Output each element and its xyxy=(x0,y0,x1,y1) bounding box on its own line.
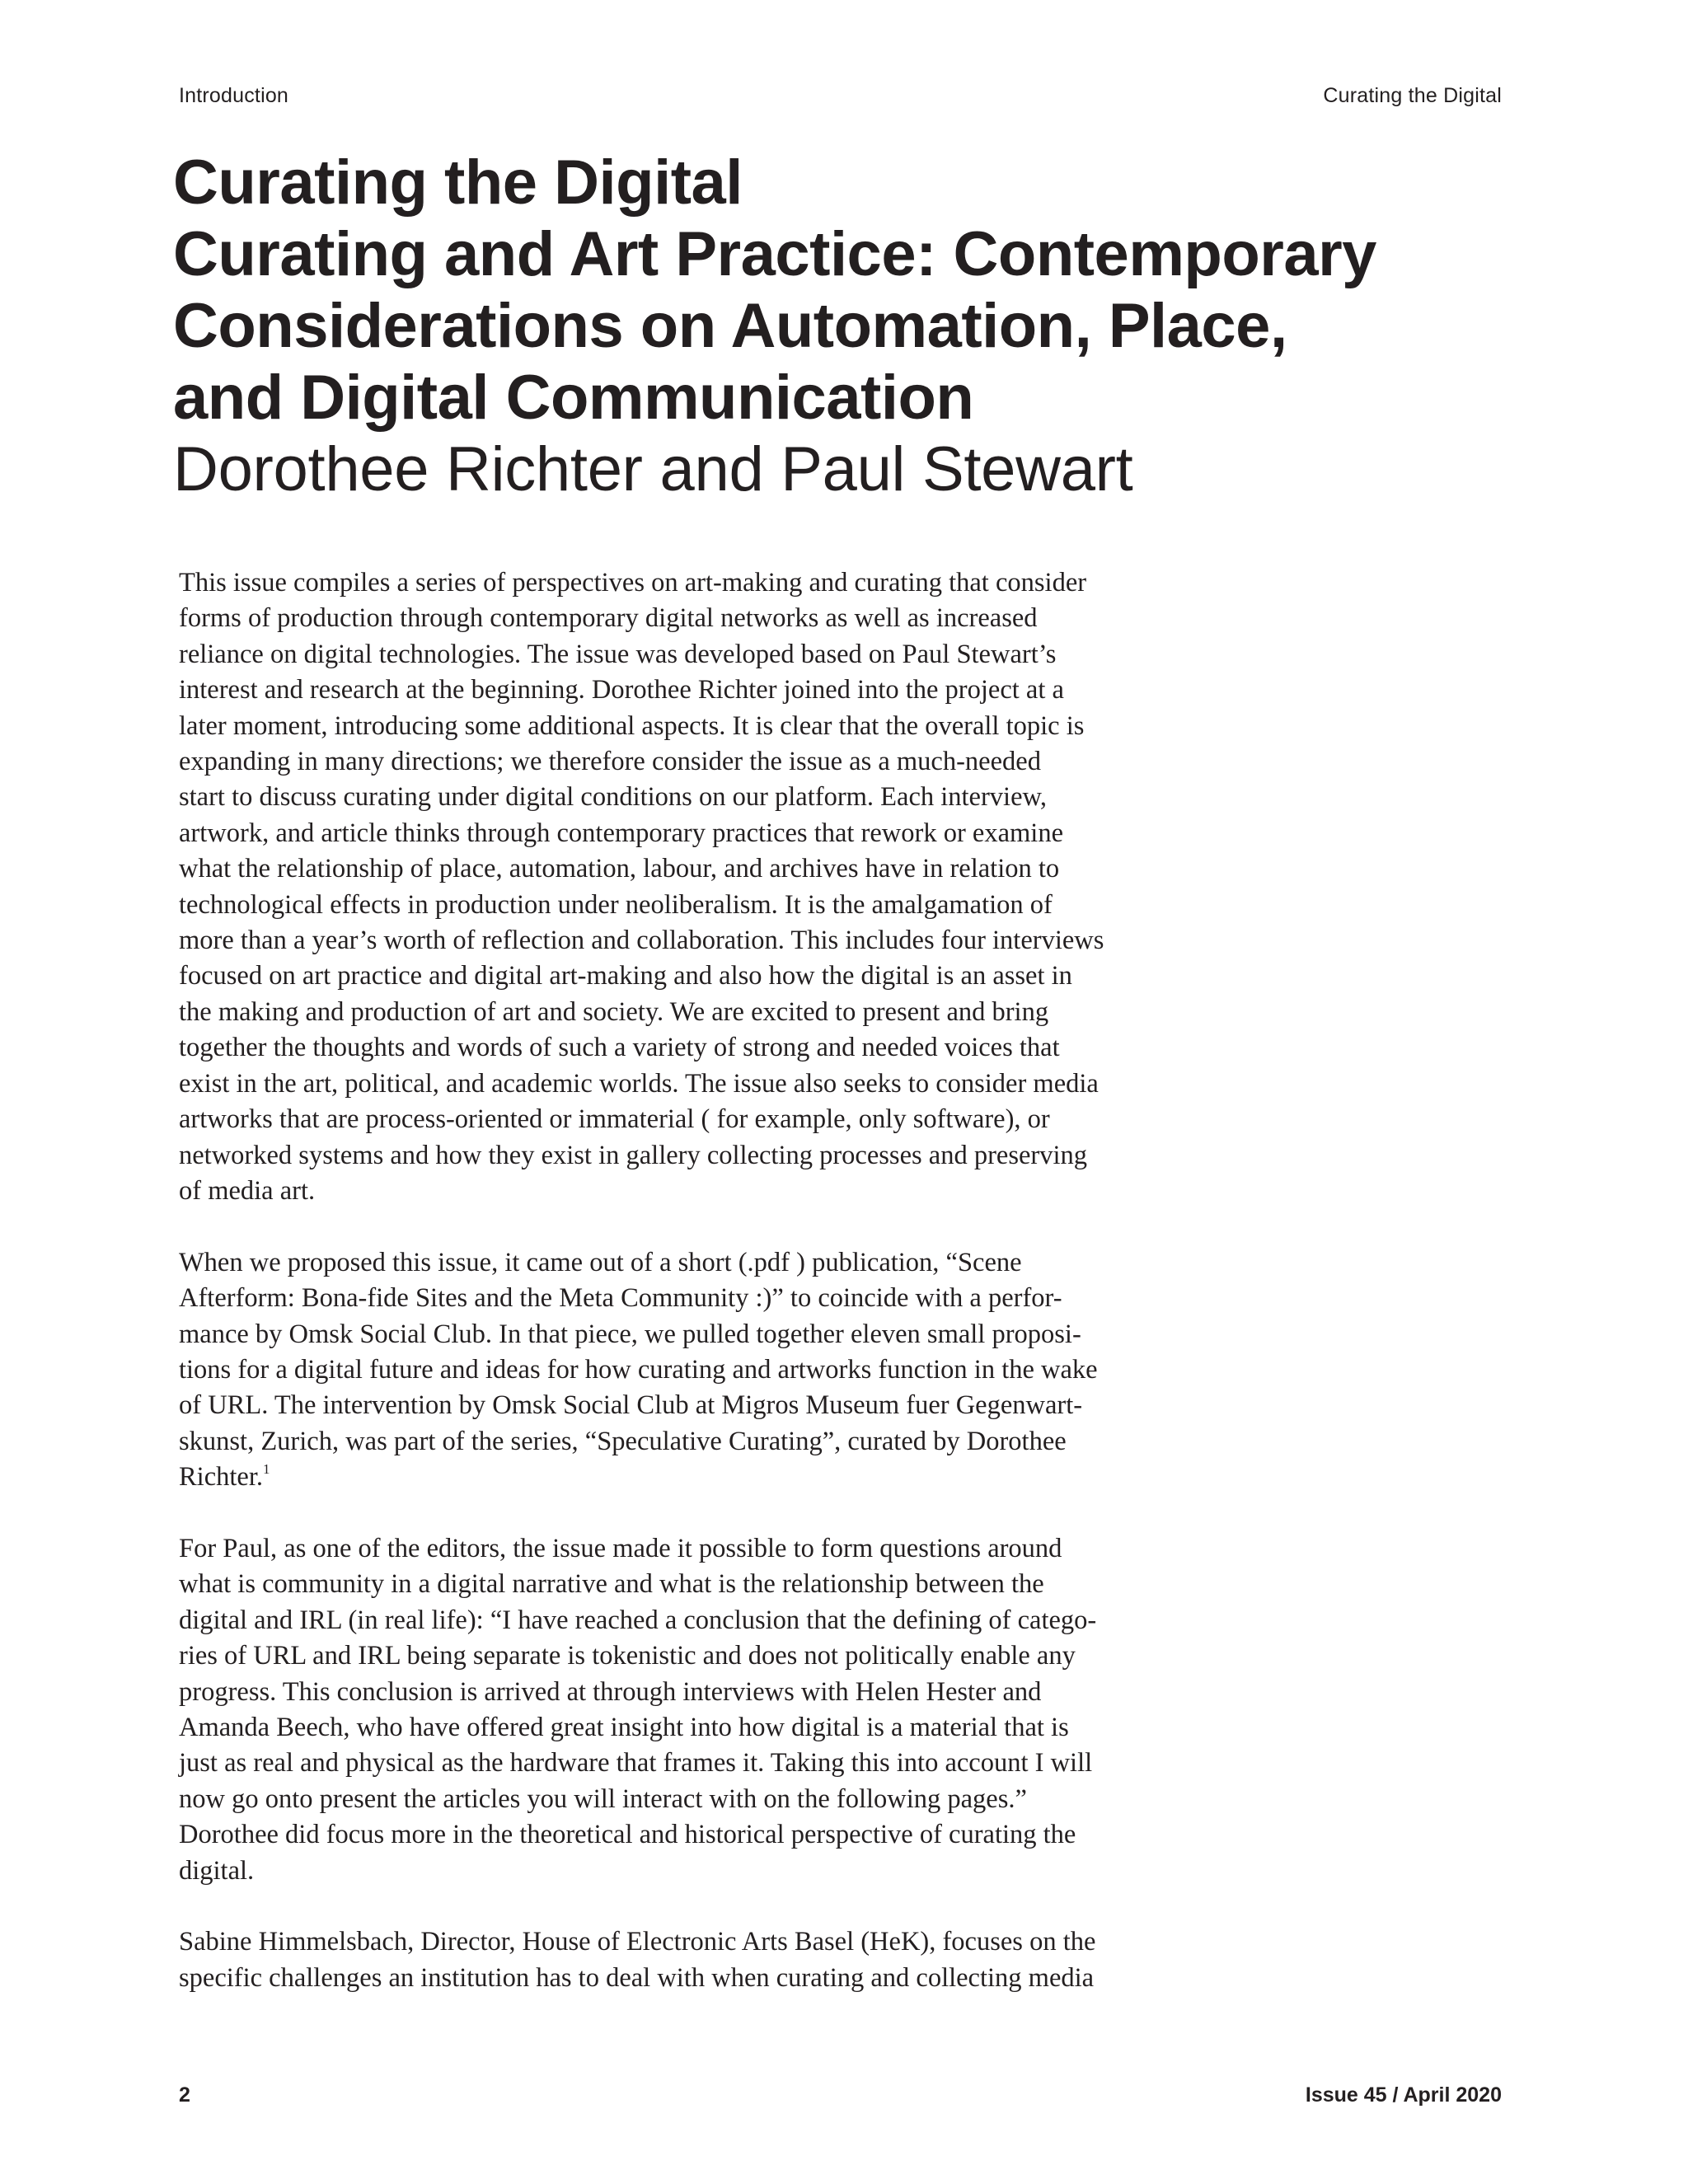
body-paragraph xyxy=(179,1531,1209,1889)
body-line xyxy=(179,709,1209,744)
body-line xyxy=(179,816,1209,851)
body-line xyxy=(179,673,1209,708)
body-line xyxy=(179,1817,1209,1853)
body-line-text: For Paul, as one of the editors, the issue made it possible to form questions around xyxy=(179,1533,1062,1563)
body-line-text: Amanda Beech, who have offered great insight into how digital is a material that is xyxy=(179,1712,1069,1742)
body-line-text: reliance on digital technologies. The issue was developed based on Paul Stewart’s xyxy=(179,639,1057,669)
body-line xyxy=(179,780,1209,815)
body-line-text: mance by Omsk Social Club. In that piece, we pulled together eleven small proposi- xyxy=(179,1319,1081,1349)
body-line xyxy=(179,1102,1209,1137)
running-head-section: Introduction xyxy=(179,84,289,107)
body-line-text: focused on art practice and digital art-making and also how the digital is an asset in xyxy=(179,961,1072,991)
body-line xyxy=(179,1317,1209,1352)
body-paragraph xyxy=(179,565,1209,1209)
body-line xyxy=(179,1030,1209,1066)
body-line-text: Richter. xyxy=(179,1462,263,1493)
body-line-text: When we proposed this issue, it came out of a short (.pdf ) publication, “Scene xyxy=(179,1247,1022,1277)
body-line xyxy=(179,601,1209,636)
issue-info: Issue 45 / April 2020 xyxy=(1305,2083,1502,2107)
article-title-line: Curating and Art Practice: Contemporary xyxy=(173,219,1376,289)
body-line-text: interest and research at the beginning. Dorothee Richter joined into the project at a xyxy=(179,675,1064,705)
body-line-text: digital and IRL (in real life): “I have reached a conclusion that the defining of catego- xyxy=(179,1605,1097,1635)
body-line xyxy=(179,1924,1209,1960)
body-line xyxy=(179,1710,1209,1746)
body-line-text: digital. xyxy=(179,1855,255,1886)
body-line xyxy=(179,1066,1209,1102)
body-line xyxy=(179,888,1209,923)
body-line-text: just as real and physical as the hardware that frames it. Taking this into account I will xyxy=(179,1748,1093,1779)
body-line xyxy=(179,1961,1209,1996)
body-line-text: forms of production through contemporary digital networks as well as increased xyxy=(179,603,1038,634)
running-head-title: Curating the Digital xyxy=(1323,84,1502,107)
article-authors: Dorothee Richter and Paul Stewart xyxy=(173,434,1133,504)
body-line xyxy=(179,1603,1209,1638)
body-line xyxy=(179,1638,1209,1674)
body-paragraph xyxy=(179,1924,1209,1996)
body-line-text: specific challenges an institution has to deal with when curating and collecting media xyxy=(179,1962,1095,1993)
body-line xyxy=(179,1746,1209,1781)
article-title-line: Considerations on Automation, Place, xyxy=(173,291,1287,361)
body-line xyxy=(179,1138,1209,1174)
body-line-text: the making and production of art and society. We are excited to present and bring xyxy=(179,996,1049,1027)
body-line-text: Sabine Himmelsbach, Director, House of Electronic Arts Basel (HeK), focuses on the xyxy=(179,1927,1096,1957)
article-title-line: Curating the Digital xyxy=(173,148,743,218)
body-line-text: artwork, and article thinks through contemporary practices that rework or examine xyxy=(179,818,1064,848)
body-line xyxy=(179,744,1209,780)
article-title-line: and Digital Communication xyxy=(173,363,974,433)
body-line-text: what is community in a digital narrative and what is the relationship between the xyxy=(179,1569,1044,1600)
footnote-marker[interactable]: 1 xyxy=(263,1461,270,1478)
article-title-block xyxy=(173,147,1533,505)
body-line xyxy=(179,1281,1209,1316)
body-line-text: Afterform: Bona-fide Sites and the Meta Community :)” to coincide with a perfor- xyxy=(179,1283,1062,1314)
body-line xyxy=(179,995,1209,1030)
body-line-text: now go onto present the articles you will interact with on the following pages.” xyxy=(179,1783,1027,1814)
body-line xyxy=(179,1245,1209,1281)
article-body xyxy=(179,565,1209,1996)
body-line-text: what the relationship of place, automation, labour, and archives have in relation to xyxy=(179,854,1060,884)
body-line xyxy=(179,851,1209,887)
body-line-text: networked systems and how they exist in gallery collecting processes and preserving xyxy=(179,1140,1088,1170)
body-line xyxy=(179,1460,1209,1495)
body-line-text: later moment, introducing some additional aspects. It is clear that the overall topic is xyxy=(179,710,1085,741)
body-line-text: ries of URL and IRL being separate is tokenistic and does not politically enable any xyxy=(179,1641,1076,1671)
body-line xyxy=(179,958,1209,994)
body-line-text: expanding in many directions; we therefore consider the issue as a much-needed xyxy=(179,747,1041,777)
body-paragraph xyxy=(179,1245,1209,1496)
body-line-text: This issue compiles a series of perspectives on art-making and curating that consider xyxy=(179,568,1087,598)
body-line-text: Dorothee did focus more in the theoretical and historical perspective of curating the xyxy=(179,1820,1076,1850)
body-line-text: more than a year’s worth of reflection and collaboration. This includes four interviews xyxy=(179,926,1104,956)
body-line xyxy=(179,1388,1209,1423)
body-line-text: of URL. The intervention by Omsk Social Club at Migros Museum fuer Gegenwart- xyxy=(179,1390,1083,1421)
body-line xyxy=(179,1424,1209,1460)
body-line xyxy=(179,1782,1209,1817)
body-line-text: of media art. xyxy=(179,1175,316,1206)
page-number: 2 xyxy=(179,2083,190,2107)
body-line xyxy=(179,565,1209,601)
body-line xyxy=(179,1854,1209,1889)
body-line-text: start to discuss curating under digital conditions on our platform. Each interview, xyxy=(179,782,1047,813)
body-line-text: skunst, Zurich, was part of the series, “Speculative Curating”, curated by Dorothee xyxy=(179,1426,1067,1456)
body-line xyxy=(179,1531,1209,1567)
body-line-text: artworks that are process-oriented or immaterial ( for example, only software), or xyxy=(179,1104,1050,1135)
body-line xyxy=(179,923,1209,958)
body-line xyxy=(179,1352,1209,1388)
body-line-text: progress. This conclusion is arrived at through interviews with Helen Hester and xyxy=(179,1676,1042,1707)
body-line-text: technological effects in production under neoliberalism. It is the amalgamation of xyxy=(179,889,1053,920)
body-line xyxy=(179,1174,1209,1209)
body-line xyxy=(179,637,1209,673)
body-line-text: exist in the art, political, and academic worlds. The issue also seeks to consider media xyxy=(179,1068,1099,1099)
body-line-text: together the thoughts and words of such a variety of strong and needed voices that xyxy=(179,1033,1060,1063)
body-line-text: tions for a digital future and ideas for how curating and artworks function in the wake xyxy=(179,1354,1098,1385)
body-line xyxy=(179,1675,1209,1710)
body-line xyxy=(179,1567,1209,1602)
